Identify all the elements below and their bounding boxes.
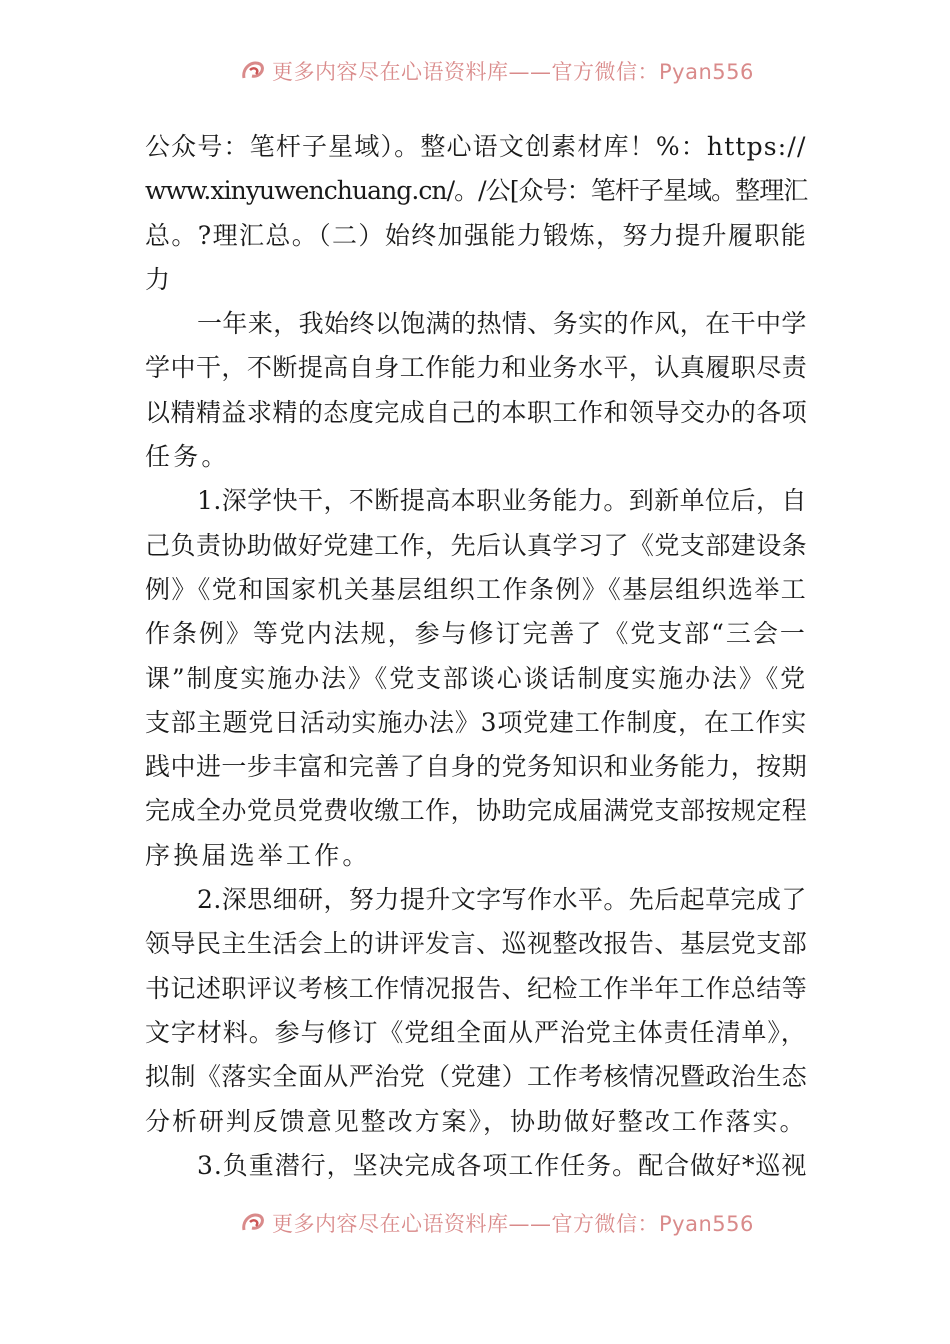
text-line: 分析研判反馈意见整改方案》，协助做好整改工作落实。: [145, 1106, 807, 1136]
text-line: 课”制度实施办法》《党支部谈心谈话制度实施办法》《党: [145, 663, 807, 693]
paragraph: [145, 878, 807, 1144]
text-line: 一年来，我始终以饱满的热情、务实的作风，在干中学: [197, 309, 807, 339]
text-line: 3.负重潜行，坚决完成各项工作任务。配合做好*巡视: [197, 1150, 808, 1180]
text-line: 2.深思细研，努力提升文字写作水平。先后起草完成了: [197, 885, 807, 915]
text-line: 书记述职评议考核工作情况报告、纪检工作半年工作总结等: [145, 973, 808, 1003]
paragraph: [145, 479, 807, 878]
text-line: 1.深学快干，不断提高本职业务能力。到新单位后，自: [197, 486, 807, 516]
text-line: 任务。: [145, 442, 230, 472]
text-line: 序换届选举工作。: [145, 840, 371, 870]
text-line: 力: [145, 264, 174, 294]
text-line: 完成全办党员党费收缴工作，协助完成届满党支部按规定程: [145, 796, 808, 826]
text-line: 支部主题党日活动实施办法》3项党建工作制度，在工作实: [145, 707, 808, 737]
text-line: 学中干，不断提高自身工作能力和业务水平，认真履职尽责: [145, 353, 808, 383]
text-line: 总。?理汇总。（二）始终加强能力锻炼，努力提升履职能: [145, 220, 808, 250]
watermark-logo-icon: [238, 1208, 268, 1238]
text-line: 文字材料。参与修订《党组全面从严治党主体责任清单》，: [145, 1017, 807, 1047]
footer-watermark: [0, 1204, 950, 1244]
watermark-text: 更多内容尽在心语资料库——官方微信：Pyan556: [272, 60, 754, 84]
watermark-text: 更多内容尽在心语资料库——官方微信：Pyan556: [272, 1212, 754, 1236]
paragraph: [145, 1144, 807, 1188]
text-line: 作条例》等党内法规，参与修订完善了《党支部“三会一: [145, 619, 807, 649]
text-line: 例》《党和国家机关基层组织工作条例》《基层组织选举工: [145, 574, 808, 604]
paragraph: [145, 125, 807, 302]
text-line: 公众号：笔杆子星域）。整心语文创素材库！%：https://: [145, 132, 807, 161]
text-line: 领导民主生活会上的讲评发言、巡视整改报告、基层党支部: [145, 929, 808, 959]
text-line: www.xinyuwenchuang.cn/。/公[众号：笔杆子星域。整理汇: [145, 176, 808, 206]
watermark-logo-icon: [238, 56, 268, 86]
document-body: [145, 125, 807, 1188]
header-watermark: [0, 52, 950, 92]
paragraph: [145, 302, 807, 479]
text-line: 践中进一步丰富和完善了自身的党务知识和业务能力，按期: [145, 752, 808, 782]
text-line: 拟制《落实全面从严治党（党建）工作考核情况暨政治生态: [145, 1062, 808, 1092]
text-line: 以精精益求精的态度完成自己的本职工作和领导交办的各项: [145, 397, 808, 427]
text-line: 己负责协助做好党建工作，先后认真学习了《党支部建设条: [145, 530, 808, 560]
